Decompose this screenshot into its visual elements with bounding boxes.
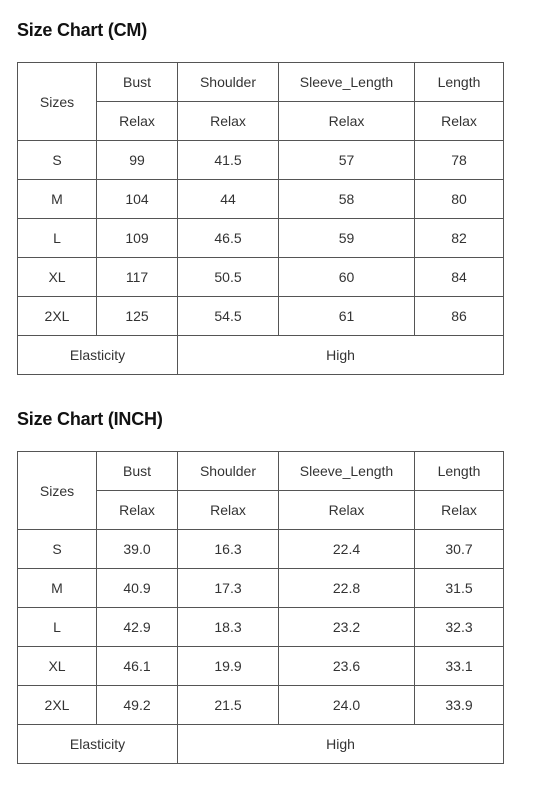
cm-size-table: [17, 62, 504, 375]
size-cell: XL: [18, 258, 97, 297]
elasticity-row: [18, 725, 504, 764]
size-cell: L: [18, 608, 97, 647]
length-cell: 30.7: [415, 530, 504, 569]
elasticity-value: High: [178, 725, 504, 764]
length-cell: 32.3: [415, 608, 504, 647]
shoulder-cell: 16.3: [178, 530, 279, 569]
sleeve-length-cell: 23.6: [279, 647, 415, 686]
table-row: [18, 258, 504, 297]
bust-cell: 117: [97, 258, 178, 297]
length-cell: 80: [415, 180, 504, 219]
fit-cell: Relax: [178, 102, 279, 141]
sleeve-length-cell: 22.8: [279, 569, 415, 608]
shoulder-cell: 19.9: [178, 647, 279, 686]
size-cell: S: [18, 141, 97, 180]
size-cell: S: [18, 530, 97, 569]
shoulder-cell: 46.5: [178, 219, 279, 258]
bust-cell: 125: [97, 297, 178, 336]
elasticity-value: High: [178, 336, 504, 375]
shoulder-cell: 50.5: [178, 258, 279, 297]
sleeve-length-cell: 59: [279, 219, 415, 258]
header-row: [18, 63, 504, 102]
shoulder-cell: 18.3: [178, 608, 279, 647]
sleeve-length-cell: 58: [279, 180, 415, 219]
bust-cell: 42.9: [97, 608, 178, 647]
table-row: [18, 530, 504, 569]
table-row: [18, 297, 504, 336]
size-cell: XL: [18, 647, 97, 686]
fit-cell: Relax: [415, 102, 504, 141]
length-cell: 82: [415, 219, 504, 258]
shoulder-header: Shoulder: [178, 63, 279, 102]
elasticity-label: Elasticity: [18, 336, 178, 375]
header-row: [18, 452, 504, 491]
cm-chart-title: Size Chart (CM): [17, 20, 148, 40]
length-cell: 78: [415, 141, 504, 180]
bust-cell: 104: [97, 180, 178, 219]
table-row: [18, 608, 504, 647]
fit-cell: Relax: [97, 491, 178, 530]
sleeve-length-header: Sleeve_Length: [279, 452, 415, 491]
size-cell: M: [18, 180, 97, 219]
fit-cell: Relax: [279, 102, 415, 141]
elasticity-row: [18, 336, 504, 375]
fit-cell: Relax: [178, 491, 279, 530]
size-cell: 2XL: [18, 297, 97, 336]
length-cell: 33.1: [415, 647, 504, 686]
table-row: [18, 141, 504, 180]
shoulder-cell: 44: [178, 180, 279, 219]
fit-cell: Relax: [279, 491, 415, 530]
table-row: [18, 569, 504, 608]
length-cell: 86: [415, 297, 504, 336]
sleeve-length-cell: 24.0: [279, 686, 415, 725]
fit-cell: Relax: [97, 102, 178, 141]
sizes-header: Sizes: [18, 63, 97, 141]
inch-size-table: [17, 451, 504, 764]
table-row: [18, 219, 504, 258]
size-cell: M: [18, 569, 97, 608]
inch-chart-title: Size Chart (INCH): [17, 409, 163, 429]
sizes-header: Sizes: [18, 452, 97, 530]
length-header: Length: [415, 63, 504, 102]
table-row: [18, 180, 504, 219]
length-header: Length: [415, 452, 504, 491]
sleeve-length-cell: 22.4: [279, 530, 415, 569]
shoulder-cell: 54.5: [178, 297, 279, 336]
size-cell: 2XL: [18, 686, 97, 725]
elasticity-label: Elasticity: [18, 725, 178, 764]
sleeve-length-cell: 23.2: [279, 608, 415, 647]
sleeve-length-cell: 61: [279, 297, 415, 336]
bust-header: Bust: [97, 452, 178, 491]
table-row: [18, 686, 504, 725]
sleeve-length-cell: 57: [279, 141, 415, 180]
length-cell: 84: [415, 258, 504, 297]
bust-cell: 46.1: [97, 647, 178, 686]
shoulder-cell: 21.5: [178, 686, 279, 725]
bust-cell: 49.2: [97, 686, 178, 725]
size-cell: L: [18, 219, 97, 258]
bust-cell: 40.9: [97, 569, 178, 608]
shoulder-cell: 41.5: [178, 141, 279, 180]
bust-cell: 39.0: [97, 530, 178, 569]
bust-cell: 99: [97, 141, 178, 180]
length-cell: 33.9: [415, 686, 504, 725]
bust-cell: 109: [97, 219, 178, 258]
shoulder-header: Shoulder: [178, 452, 279, 491]
sleeve-length-cell: 60: [279, 258, 415, 297]
shoulder-cell: 17.3: [178, 569, 279, 608]
sleeve-length-header: Sleeve_Length: [279, 63, 415, 102]
fit-cell: Relax: [415, 491, 504, 530]
bust-header: Bust: [97, 63, 178, 102]
length-cell: 31.5: [415, 569, 504, 608]
table-row: [18, 647, 504, 686]
